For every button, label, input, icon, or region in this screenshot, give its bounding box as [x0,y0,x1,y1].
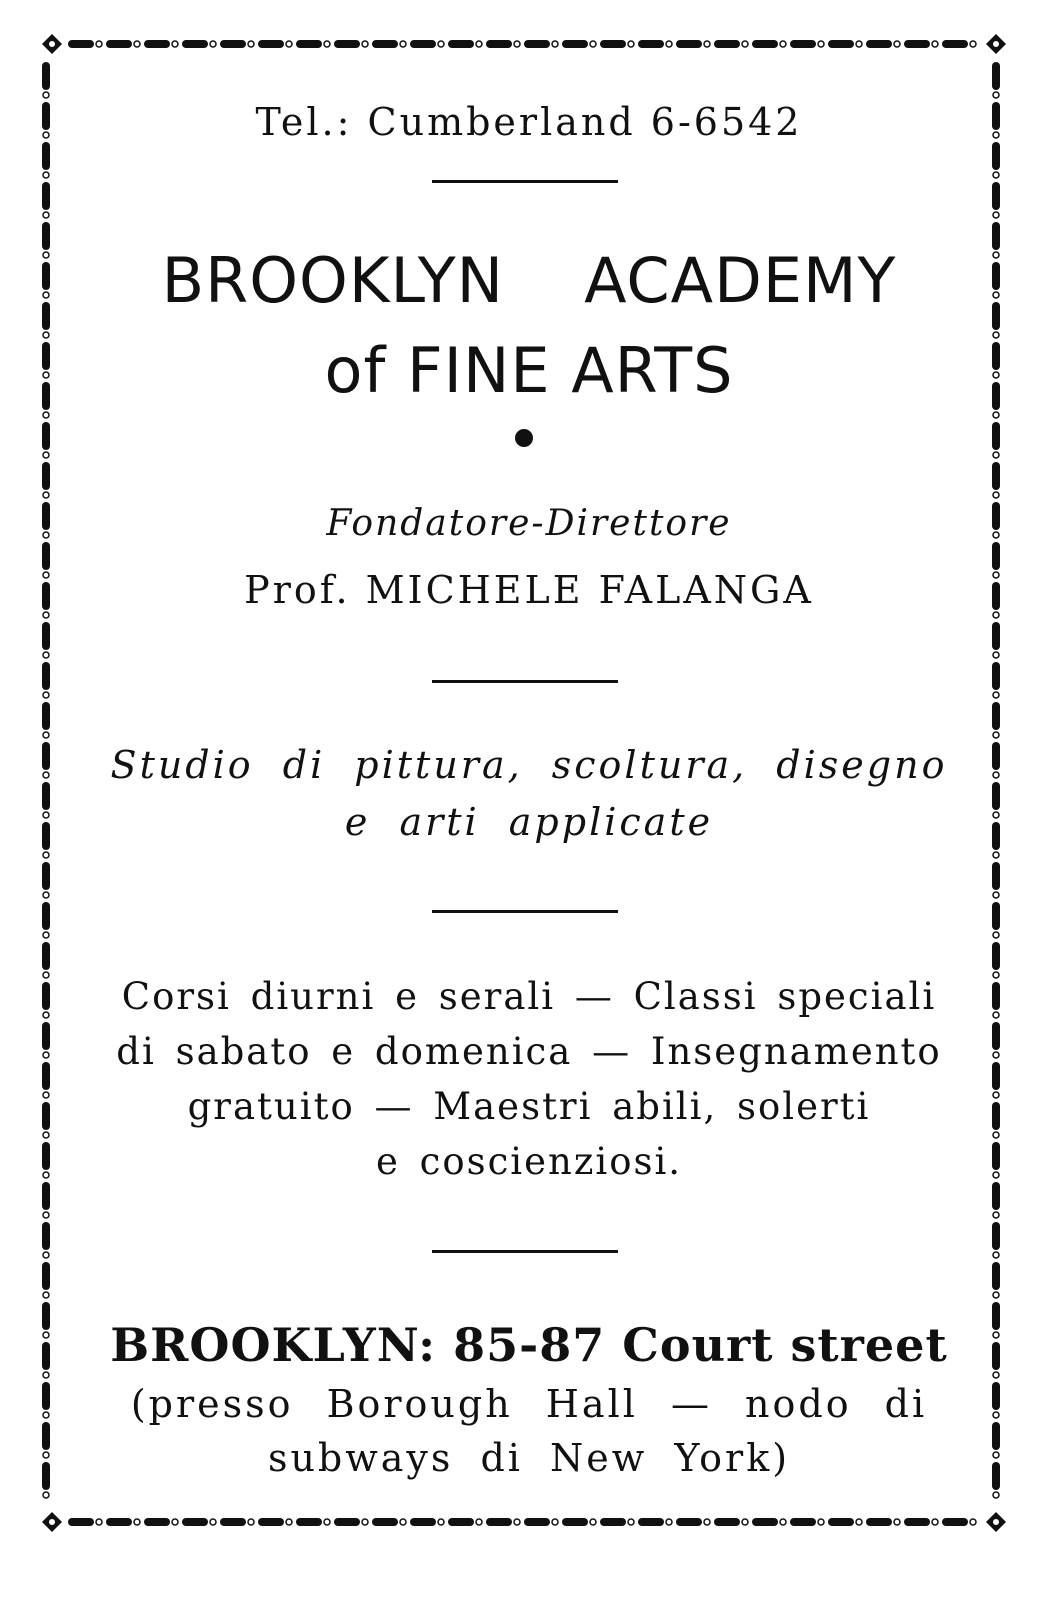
title-line-2: of FINE ARTS [324,334,734,407]
advertisement [90,0,968,1600]
courses-line-4: e coscienziosi. [375,1140,683,1183]
address-line-1 [90,1318,968,1372]
title-line-1 [90,244,968,317]
title-word-academy: ACADEMY [584,244,897,317]
address-street: : 85-87 Court street [418,1318,948,1372]
border-left-chain [42,62,50,1498]
address-line-2: (presso Borough Hall — nodo di [130,1382,928,1426]
address-city: BROOKLYN [110,1318,419,1372]
courses-line-1: Corsi diurni e serali — Classi speciali [121,975,937,1018]
corner-ornament-bottom-right [986,1512,1006,1532]
phone-number: Tel.: Cumberland 6-6542 [255,100,803,144]
founder-role: Fondatore-Direttore [326,503,732,544]
corner-ornament-top-left [42,34,62,54]
corner-ornament-top-right [986,34,1006,54]
divider-rule [432,180,618,183]
studio-description-line-1: Studio di pittura, scoltura, disegno [110,743,948,787]
border-right-chain [992,62,1000,1498]
divider-rule [432,910,618,913]
founder-name: Prof. MICHELE FALANGA [244,568,814,612]
address-line-3: subways di New York) [267,1436,791,1480]
divider-rule [432,680,618,683]
divider-rule [432,1250,618,1253]
corner-ornament-bottom-left [42,1512,62,1532]
studio-description-line-2: e arti applicate [344,800,714,844]
courses-line-3: gratuito — Maestri abili, solerti [187,1085,871,1128]
bullet-dot [515,429,533,447]
courses-line-2: di sabato e domenica — Insegnamento [116,1030,942,1073]
title-word-brooklyn: BROOKLYN [161,244,505,317]
